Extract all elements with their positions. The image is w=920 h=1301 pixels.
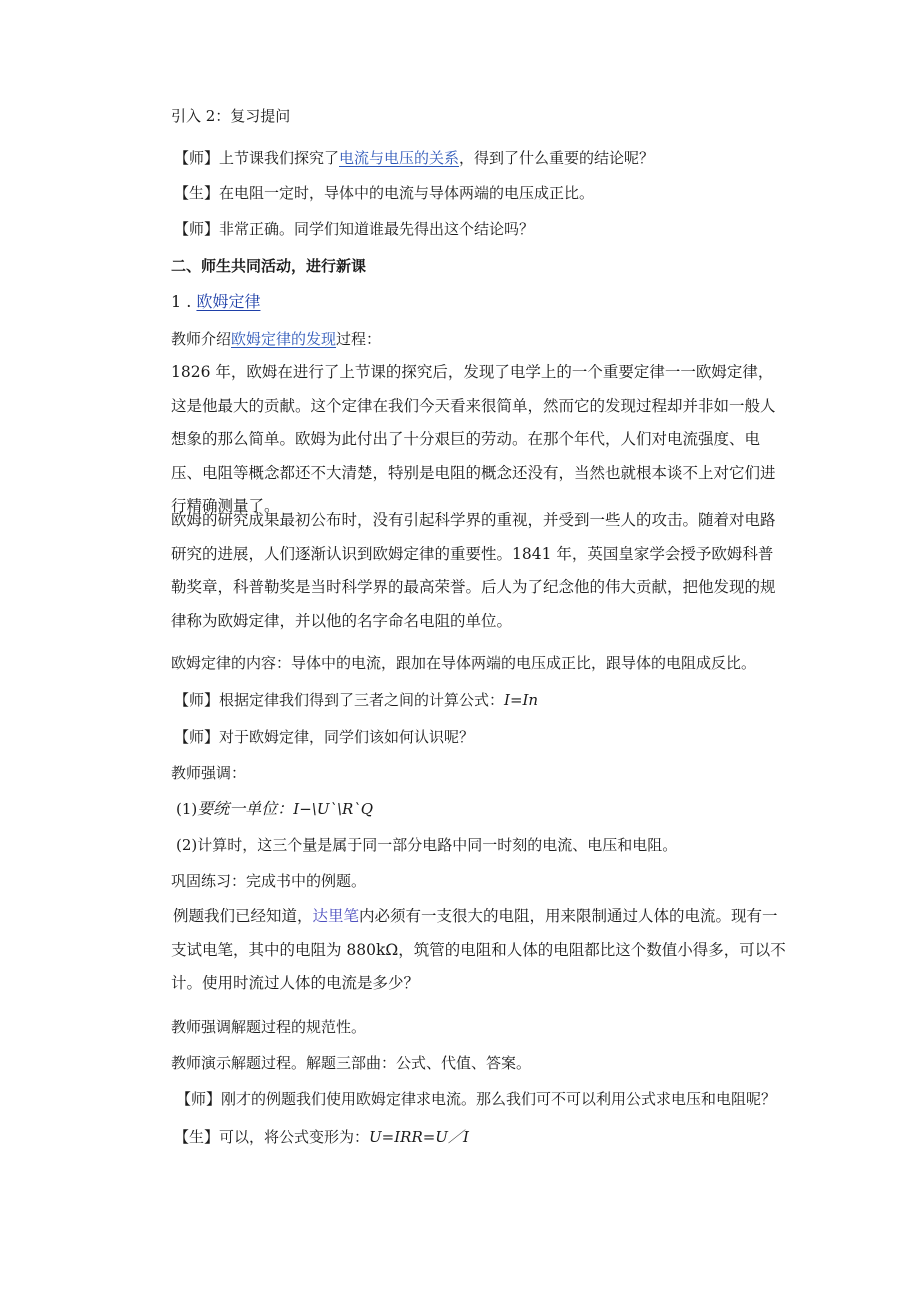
emphasis-item-1 [176,799,373,819]
section-heading-2: 二、师生共同活动，进行新课 [171,257,367,275]
formula-rearranged: U=IRR=U／I [369,1128,469,1146]
teacher-emphasis-label: 教师强调： [171,764,247,782]
law-content: 欧姆定律的内容：导体中的电流，跟加在导体两端的电压成正比，跟导体的电阻成反比。 [171,654,757,672]
teacher-formula-text: 【师】根据定律我们得到了三者之间的计算公式： [174,691,505,709]
units-formula: I−\U`\R`Q [293,800,374,818]
intro-discovery-tail: 过程： [336,330,382,348]
student-answer-1: 【生】在电阻一定时，导体中的电流与导体两端的电压成正比。 [174,184,595,202]
emphasis-item-1-text: 要统一单位： [197,799,294,818]
intro-line: 引入 2：复习提问 [171,107,291,125]
subheading-ohms-law [171,292,260,312]
link-ohms-law[interactable]: 欧姆定律 [196,292,261,311]
example-problem-body: 内必须有一支很大的电阻，用来限制通过人体的电流。现有一支试电笔，其中的电阻为 880kΩ，筑管的电阻和人体的电阻都比这个数值小得多，可以不计。使用时流过人体的电流是多少？ [171,907,786,992]
example-problem-intro: 例题我们已经知道， [173,907,313,925]
teacher-formula-line [174,690,538,710]
teacher-question-1 [174,148,654,168]
teacher-emphasis-norm: 教师强调解题过程的规范性。 [171,1018,367,1036]
formula-current: I=In [504,691,539,709]
teacher-question-1-text: 【师】上节课我们探究了 [174,149,340,167]
emphasis-item-1-number: (1) [176,800,198,818]
teacher-question-2: 【师】对于欧姆定律，同学们该如何认识呢？ [174,728,475,746]
link-test-pen[interactable]: 达里笔 [312,907,360,925]
emphasis-item-2: (2)计算时，这三个量是属于同一部分电路中同一时刻的电流、电压和电阻。 [176,836,678,854]
teacher-remark-1: 【师】非常正确。同学们知道谁最先得出这个结论吗？ [174,220,535,238]
link-current-voltage[interactable]: 电流与电压的关系 [339,149,460,167]
paragraph-history-2: 欧姆的研究成果最初公布时，没有引起科学界的重视，并受到一些人的攻击。随着对电路研究的进展，人们逐渐认识到欧姆定律的重要性。1841 年，英国皇家学会授予欧姆科普勒奖章，科普勒奖是当时科学界的最高荣誉。后人为了纪念他的伟大贡献，把他发现的规律称为欧姆定律，并以他的名字命名电阻的单位。 [171,511,776,630]
link-ohms-law-discovery[interactable]: 欧姆定律的发现 [231,330,337,348]
subheading-number: 1 . [171,292,192,311]
teacher-demo-line: 教师演示解题过程。解题三部曲：公式、代值、答案。 [171,1054,532,1072]
paragraph-history-1: 1826 年，欧姆在进行了上节课的探究后，发现了电学上的一个重要定律一一欧姆定律，这是他最大的贡献。这个定律在我们今天看来很简单，然而它的发现过程却并非如一般人想象的那么简单。欧姆为此付出了十分艰巨的劳动。在那个年代，人们对电流强度、电压、电阻等概念都还不大清楚，特别是电阻的概念还没有，当然也就根本谈不上对它们进行精确测量了。 [171,363,776,515]
example-problem [171,900,786,1001]
teacher-question-3: 【师】刚才的例题我们使用欧姆定律求电流。那么我们可不可以利用公式求电压和电阻呢？ [176,1090,777,1108]
practice-line: 巩固练习：完成书中的例题。 [171,872,367,890]
student-answer-2-text: 【生】可以，将公式变形为： [174,1128,370,1146]
teacher-intro-discovery [171,329,381,349]
intro-discovery-text: 教师介绍 [171,330,232,348]
teacher-question-1-tail: ，得到了什么重要的结论呢？ [459,149,655,167]
student-answer-2 [174,1127,469,1147]
